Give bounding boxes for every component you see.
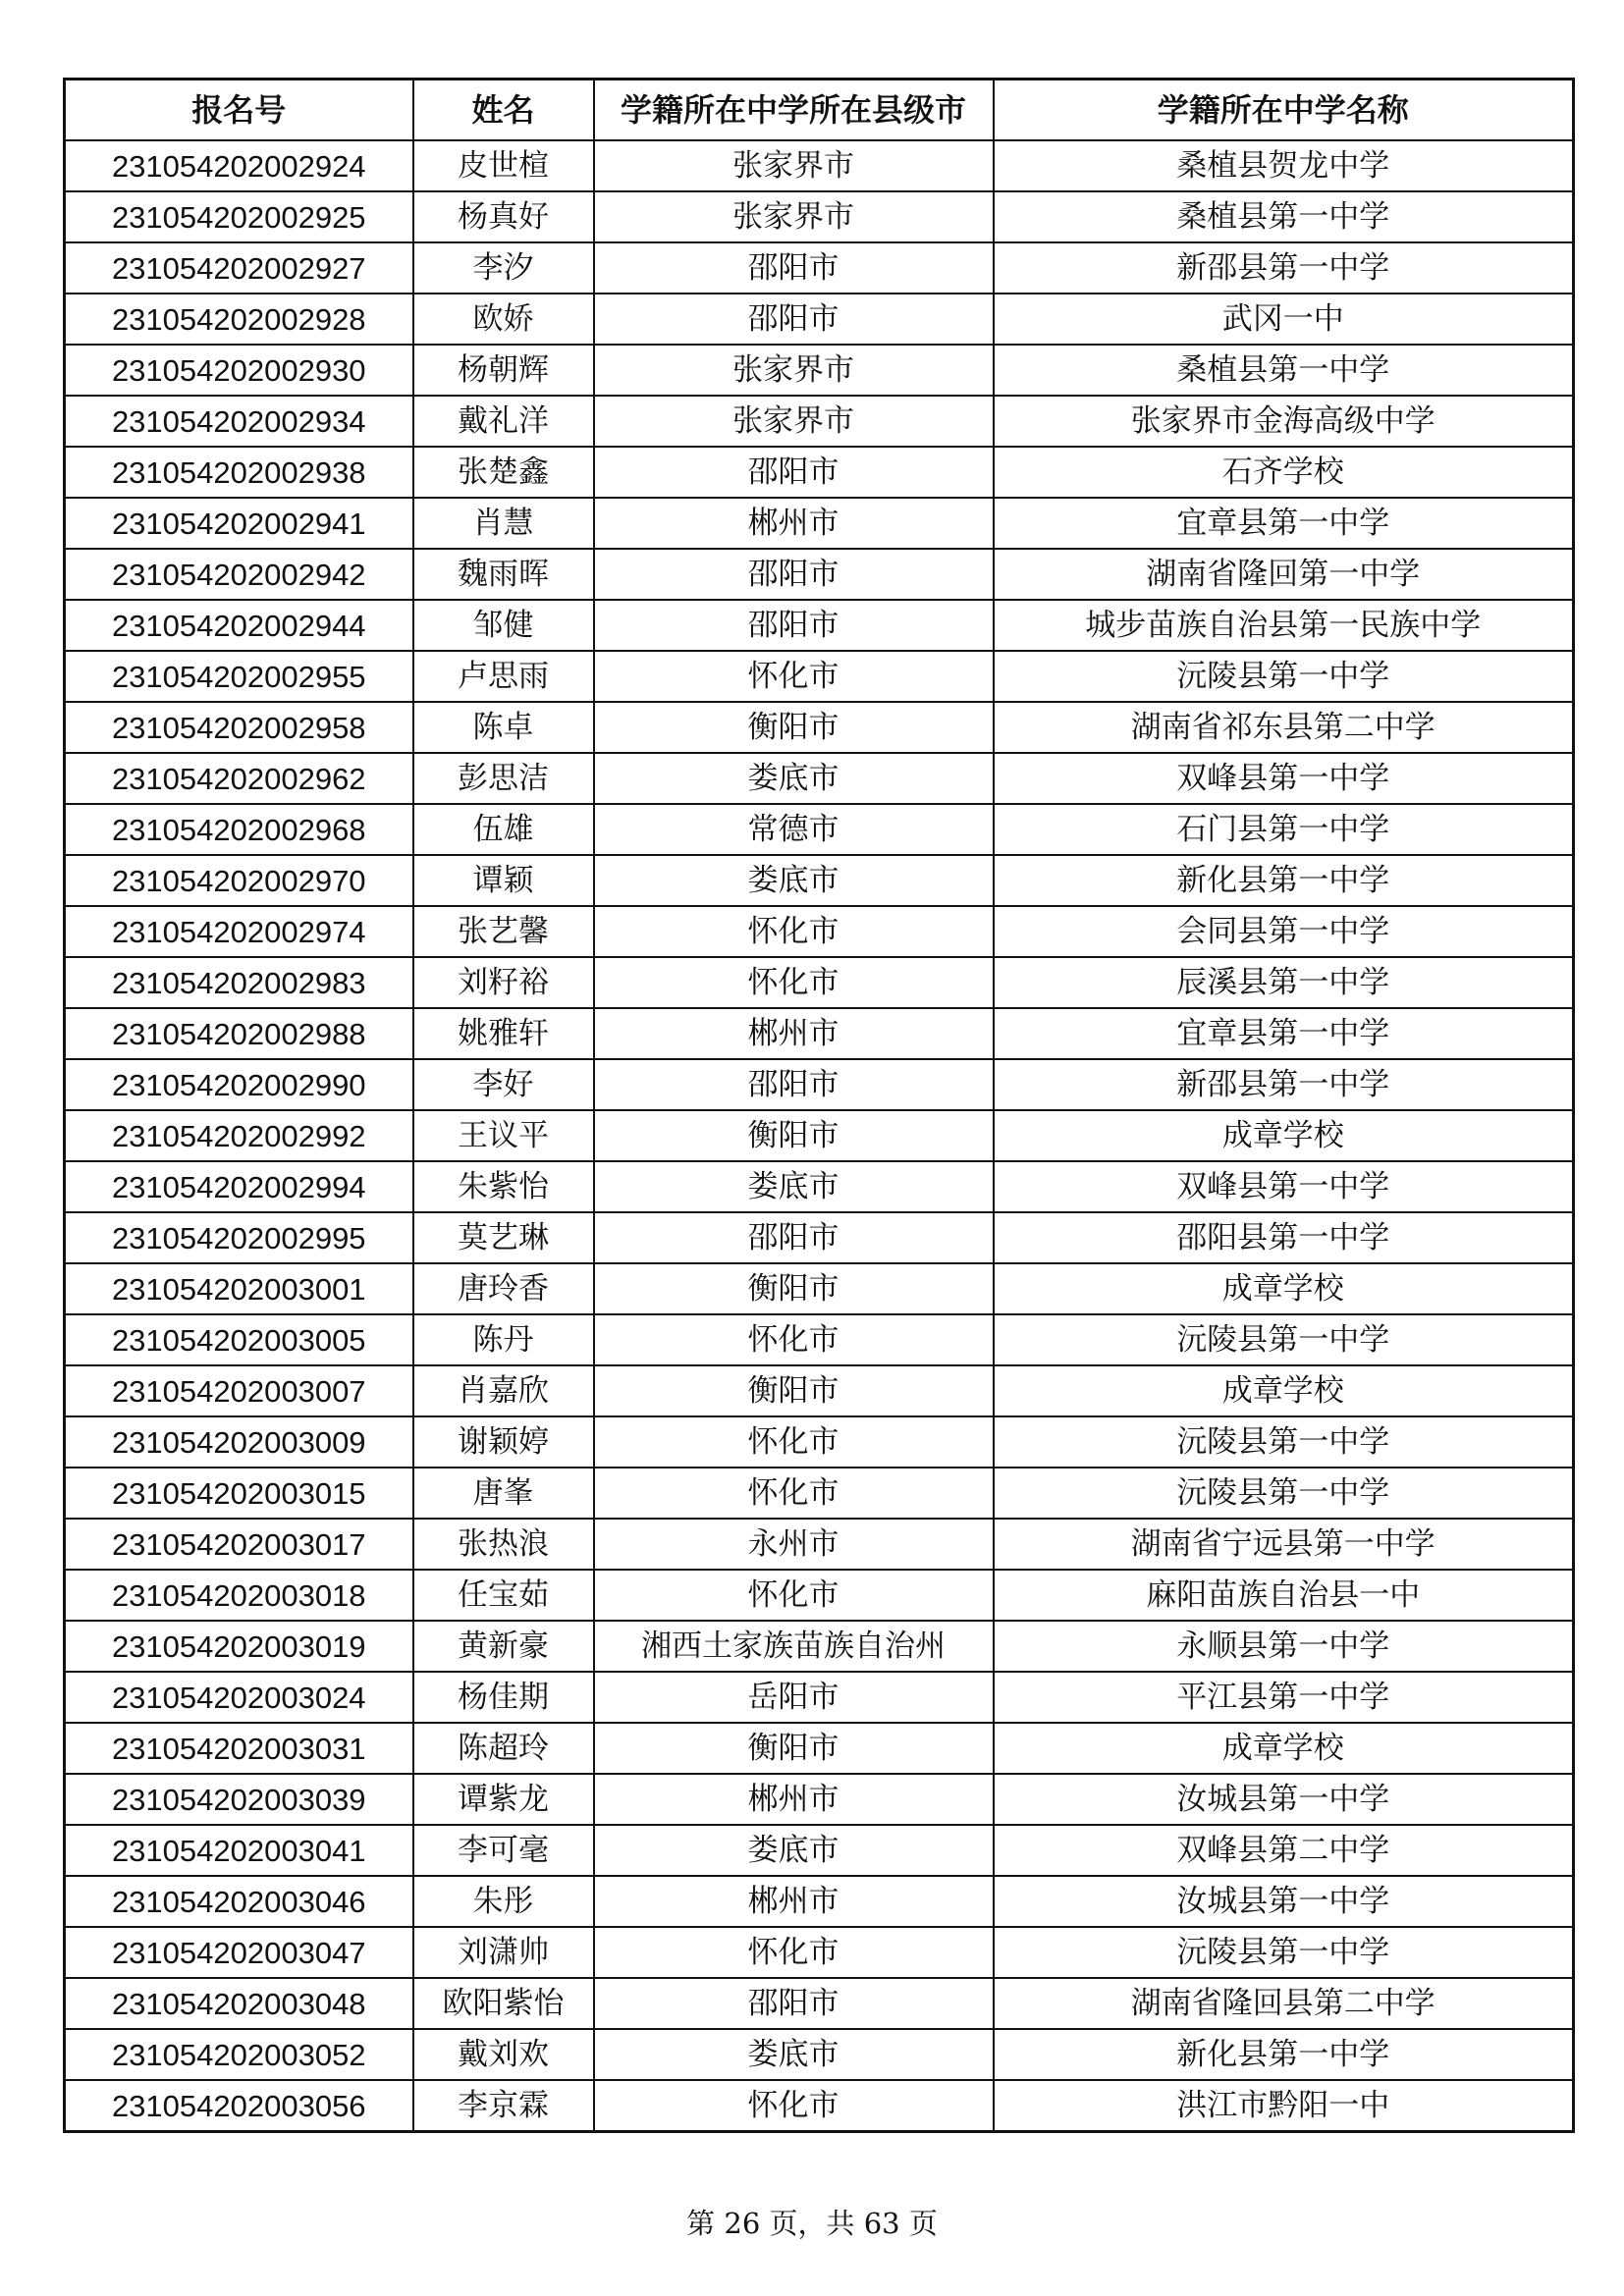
table-row bbox=[65, 906, 1574, 957]
student-name-cell: 朱紫怡 bbox=[413, 1161, 594, 1212]
registration-number-cell: 231054202002944 bbox=[65, 600, 413, 651]
student-name-cell: 肖慧 bbox=[413, 498, 594, 549]
school-name-cell: 汝城县第一中学 bbox=[994, 1774, 1574, 1825]
registration-number-cell: 231054202003007 bbox=[65, 1365, 413, 1416]
student-name-cell: 肖嘉欣 bbox=[413, 1365, 594, 1416]
school-name-cell: 石齐学校 bbox=[994, 447, 1574, 498]
school-city-cell: 邵阳市 bbox=[594, 549, 994, 600]
school-name-cell: 新化县第一中学 bbox=[994, 2029, 1574, 2080]
student-name-cell: 彭思洁 bbox=[413, 753, 594, 804]
school-name-cell: 沅陵县第一中学 bbox=[994, 651, 1574, 702]
school-name-cell: 湖南省隆回第一中学 bbox=[994, 549, 1574, 600]
student-name-cell: 欧阳紫怡 bbox=[413, 1978, 594, 2029]
registration-number-cell: 231054202003048 bbox=[65, 1978, 413, 2029]
registration-number-cell: 231054202003001 bbox=[65, 1263, 413, 1314]
student-name-cell: 李汐 bbox=[413, 242, 594, 294]
table-row bbox=[65, 1978, 1574, 2029]
school-city-cell: 衡阳市 bbox=[594, 1723, 994, 1774]
school-city-cell: 娄底市 bbox=[594, 2029, 994, 2080]
table-row bbox=[65, 1825, 1574, 1876]
table-row bbox=[65, 1110, 1574, 1161]
student-name-cell: 李好 bbox=[413, 1059, 594, 1110]
school-city-cell: 张家界市 bbox=[594, 396, 994, 447]
student-name-cell: 谭颖 bbox=[413, 855, 594, 906]
school-name-cell: 双峰县第一中学 bbox=[994, 1161, 1574, 1212]
student-name-cell: 李可毫 bbox=[413, 1825, 594, 1876]
table-row bbox=[65, 753, 1574, 804]
school-city-cell: 衡阳市 bbox=[594, 702, 994, 753]
student-name-cell: 杨真好 bbox=[413, 191, 594, 242]
school-name-cell: 双峰县第二中学 bbox=[994, 1825, 1574, 1876]
student-name-cell: 黄新豪 bbox=[413, 1621, 594, 1672]
school-name-cell: 新化县第一中学 bbox=[994, 855, 1574, 906]
table-row bbox=[65, 1723, 1574, 1774]
registration-number-cell: 231054202003018 bbox=[65, 1570, 413, 1621]
table-row bbox=[65, 1774, 1574, 1825]
school-name-cell: 永顺县第一中学 bbox=[994, 1621, 1574, 1672]
school-city-cell: 娄底市 bbox=[594, 855, 994, 906]
table-row bbox=[65, 140, 1574, 191]
registration-number-cell: 231054202002942 bbox=[65, 549, 413, 600]
registration-number-cell: 231054202003052 bbox=[65, 2029, 413, 2080]
table-row bbox=[65, 1876, 1574, 1927]
table-row bbox=[65, 2029, 1574, 2080]
table-row bbox=[65, 1519, 1574, 1570]
school-city-cell: 邵阳市 bbox=[594, 1059, 994, 1110]
school-city-cell: 衡阳市 bbox=[594, 1263, 994, 1314]
student-name-cell: 王议平 bbox=[413, 1110, 594, 1161]
registration-number-cell: 231054202002925 bbox=[65, 191, 413, 242]
school-city-cell: 衡阳市 bbox=[594, 1365, 994, 1416]
school-city-cell: 湘西土家族苗族自治州 bbox=[594, 1621, 994, 1672]
registration-number-cell: 231054202002934 bbox=[65, 396, 413, 447]
student-name-cell: 杨朝辉 bbox=[413, 345, 594, 396]
student-name-cell: 邹健 bbox=[413, 600, 594, 651]
student-name-cell: 张楚鑫 bbox=[413, 447, 594, 498]
school-name-cell: 沅陵县第一中学 bbox=[994, 1468, 1574, 1519]
registration-number-cell: 231054202003017 bbox=[65, 1519, 413, 1570]
school-name-cell: 邵阳县第一中学 bbox=[994, 1212, 1574, 1263]
school-city-cell: 郴州市 bbox=[594, 1008, 994, 1059]
school-city-cell: 怀化市 bbox=[594, 1468, 994, 1519]
student-name-cell: 朱彤 bbox=[413, 1876, 594, 1927]
school-city-cell: 娄底市 bbox=[594, 1161, 994, 1212]
student-name-cell: 陈丹 bbox=[413, 1314, 594, 1365]
registration-number-cell: 231054202002955 bbox=[65, 651, 413, 702]
school-name-cell: 湖南省隆回县第二中学 bbox=[994, 1978, 1574, 2029]
school-name-cell: 沅陵县第一中学 bbox=[994, 1927, 1574, 1978]
registration-number-cell: 231054202003031 bbox=[65, 1723, 413, 1774]
registration-number-cell: 231054202002962 bbox=[65, 753, 413, 804]
table-header bbox=[65, 80, 1574, 141]
table-row bbox=[65, 1263, 1574, 1314]
school-city-cell: 郴州市 bbox=[594, 1876, 994, 1927]
school-name-cell: 武冈一中 bbox=[994, 294, 1574, 345]
student-name-cell: 欧娇 bbox=[413, 294, 594, 345]
school-name-cell: 平江县第一中学 bbox=[994, 1672, 1574, 1723]
school-name-cell: 新邵县第一中学 bbox=[994, 242, 1574, 294]
school-name-cell: 双峰县第一中学 bbox=[994, 753, 1574, 804]
registration-number-cell: 231054202002995 bbox=[65, 1212, 413, 1263]
table-row bbox=[65, 1468, 1574, 1519]
school-city-cell: 娄底市 bbox=[594, 753, 994, 804]
school-city-cell: 张家界市 bbox=[594, 191, 994, 242]
header-school-name: 学籍所在中学名称 bbox=[994, 80, 1574, 141]
school-city-cell: 衡阳市 bbox=[594, 1110, 994, 1161]
school-city-cell: 张家界市 bbox=[594, 345, 994, 396]
table-body bbox=[65, 140, 1574, 2132]
header-registration-number: 报名号 bbox=[65, 80, 413, 141]
registration-number-cell: 231054202002927 bbox=[65, 242, 413, 294]
registration-number-cell: 231054202002938 bbox=[65, 447, 413, 498]
school-city-cell: 怀化市 bbox=[594, 1570, 994, 1621]
table-row bbox=[65, 498, 1574, 549]
school-city-cell: 邵阳市 bbox=[594, 294, 994, 345]
registration-number-cell: 231054202003015 bbox=[65, 1468, 413, 1519]
school-city-cell: 怀化市 bbox=[594, 906, 994, 957]
student-name-cell: 戴礼洋 bbox=[413, 396, 594, 447]
school-name-cell: 会同县第一中学 bbox=[994, 906, 1574, 957]
student-name-cell: 谭紫龙 bbox=[413, 1774, 594, 1825]
registration-number-cell: 231054202002994 bbox=[65, 1161, 413, 1212]
table-row bbox=[65, 1672, 1574, 1723]
table-row bbox=[65, 651, 1574, 702]
registration-number-cell: 231054202003056 bbox=[65, 2080, 413, 2132]
school-name-cell: 汝城县第一中学 bbox=[994, 1876, 1574, 1927]
student-name-cell: 皮世楦 bbox=[413, 140, 594, 191]
school-name-cell: 成章学校 bbox=[994, 1723, 1574, 1774]
registration-number-cell: 231054202002968 bbox=[65, 804, 413, 855]
registration-number-cell: 231054202002970 bbox=[65, 855, 413, 906]
table-row bbox=[65, 396, 1574, 447]
header-row bbox=[65, 80, 1574, 141]
school-name-cell: 成章学校 bbox=[994, 1263, 1574, 1314]
school-city-cell: 永州市 bbox=[594, 1519, 994, 1570]
student-name-cell: 姚雅轩 bbox=[413, 1008, 594, 1059]
student-name-cell: 莫艺琳 bbox=[413, 1212, 594, 1263]
registration-number-cell: 231054202003039 bbox=[65, 1774, 413, 1825]
school-name-cell: 湖南省祁东县第二中学 bbox=[994, 702, 1574, 753]
table-row bbox=[65, 1212, 1574, 1263]
registration-number-cell: 231054202002990 bbox=[65, 1059, 413, 1110]
school-name-cell: 湖南省宁远县第一中学 bbox=[994, 1519, 1574, 1570]
registration-number-cell: 231054202002988 bbox=[65, 1008, 413, 1059]
table-row bbox=[65, 957, 1574, 1008]
registration-number-cell: 231054202003024 bbox=[65, 1672, 413, 1723]
student-name-cell: 李京霖 bbox=[413, 2080, 594, 2132]
school-name-cell: 成章学校 bbox=[994, 1110, 1574, 1161]
table-row bbox=[65, 855, 1574, 906]
school-name-cell: 石门县第一中学 bbox=[994, 804, 1574, 855]
student-name-cell: 陈超玲 bbox=[413, 1723, 594, 1774]
student-name-cell: 刘籽裕 bbox=[413, 957, 594, 1008]
school-name-cell: 宜章县第一中学 bbox=[994, 1008, 1574, 1059]
school-name-cell: 宜章县第一中学 bbox=[994, 498, 1574, 549]
student-name-cell: 唐玲香 bbox=[413, 1263, 594, 1314]
registration-number-cell: 231054202003019 bbox=[65, 1621, 413, 1672]
registration-number-cell: 231054202002930 bbox=[65, 345, 413, 396]
school-city-cell: 郴州市 bbox=[594, 1774, 994, 1825]
school-city-cell: 邵阳市 bbox=[594, 447, 994, 498]
registration-number-cell: 231054202003005 bbox=[65, 1314, 413, 1365]
student-name-cell: 任宝茹 bbox=[413, 1570, 594, 1621]
header-school-city: 学籍所在中学所在县级市 bbox=[594, 80, 994, 141]
school-name-cell: 沅陵县第一中学 bbox=[994, 1416, 1574, 1468]
table-row bbox=[65, 1927, 1574, 1978]
school-name-cell: 麻阳苗族自治县一中 bbox=[994, 1570, 1574, 1621]
table-row bbox=[65, 1314, 1574, 1365]
school-city-cell: 怀化市 bbox=[594, 1314, 994, 1365]
table-row bbox=[65, 702, 1574, 753]
school-city-cell: 邵阳市 bbox=[594, 600, 994, 651]
table-row bbox=[65, 1621, 1574, 1672]
school-name-cell: 桑植县第一中学 bbox=[994, 345, 1574, 396]
registration-number-cell: 231054202003046 bbox=[65, 1876, 413, 1927]
student-name-cell: 伍雄 bbox=[413, 804, 594, 855]
page-number-footer: 第 26 页，共 63 页 bbox=[686, 2207, 938, 2240]
registration-number-cell: 231054202002924 bbox=[65, 140, 413, 191]
school-city-cell: 娄底市 bbox=[594, 1825, 994, 1876]
school-name-cell: 辰溪县第一中学 bbox=[994, 957, 1574, 1008]
header-name: 姓名 bbox=[413, 80, 594, 141]
student-name-cell: 陈卓 bbox=[413, 702, 594, 753]
table-row bbox=[65, 2080, 1574, 2132]
school-city-cell: 张家界市 bbox=[594, 140, 994, 191]
table-row bbox=[65, 191, 1574, 242]
student-name-cell: 谢颖婷 bbox=[413, 1416, 594, 1468]
registration-number-cell: 231054202002983 bbox=[65, 957, 413, 1008]
table-row bbox=[65, 549, 1574, 600]
school-name-cell: 新邵县第一中学 bbox=[994, 1059, 1574, 1110]
table-row bbox=[65, 1059, 1574, 1110]
school-city-cell: 常德市 bbox=[594, 804, 994, 855]
registration-number-cell: 231054202002958 bbox=[65, 702, 413, 753]
school-name-cell: 洪江市黔阳一中 bbox=[994, 2080, 1574, 2132]
student-name-cell: 戴刘欢 bbox=[413, 2029, 594, 2080]
student-name-cell: 魏雨晖 bbox=[413, 549, 594, 600]
registration-number-cell: 231054202002941 bbox=[65, 498, 413, 549]
school-name-cell: 张家界市金海高级中学 bbox=[994, 396, 1574, 447]
student-name-cell: 卢思雨 bbox=[413, 651, 594, 702]
school-city-cell: 怀化市 bbox=[594, 1927, 994, 1978]
table-row bbox=[65, 1008, 1574, 1059]
table-row bbox=[65, 1570, 1574, 1621]
registration-number-cell: 231054202002928 bbox=[65, 294, 413, 345]
school-city-cell: 怀化市 bbox=[594, 651, 994, 702]
school-city-cell: 邵阳市 bbox=[594, 242, 994, 294]
school-city-cell: 怀化市 bbox=[594, 957, 994, 1008]
school-name-cell: 桑植县第一中学 bbox=[994, 191, 1574, 242]
school-name-cell: 沅陵县第一中学 bbox=[994, 1314, 1574, 1365]
table-row bbox=[65, 345, 1574, 396]
student-name-cell: 刘潇帅 bbox=[413, 1927, 594, 1978]
school-city-cell: 邵阳市 bbox=[594, 1212, 994, 1263]
table-row bbox=[65, 600, 1574, 651]
school-city-cell: 郴州市 bbox=[594, 498, 994, 549]
table-row bbox=[65, 447, 1574, 498]
registration-number-cell: 231054202003047 bbox=[65, 1927, 413, 1978]
school-name-cell: 桑植县贺龙中学 bbox=[994, 140, 1574, 191]
table-row bbox=[65, 804, 1574, 855]
admission-roster-table bbox=[63, 78, 1575, 2133]
registration-number-cell: 231054202002974 bbox=[65, 906, 413, 957]
registration-number-cell: 231054202002992 bbox=[65, 1110, 413, 1161]
school-name-cell: 城步苗族自治县第一民族中学 bbox=[994, 600, 1574, 651]
student-name-cell: 张艺馨 bbox=[413, 906, 594, 957]
table-row bbox=[65, 1365, 1574, 1416]
table-row bbox=[65, 1416, 1574, 1468]
school-city-cell: 邵阳市 bbox=[594, 1978, 994, 2029]
school-name-cell: 成章学校 bbox=[994, 1365, 1574, 1416]
student-name-cell: 唐峯 bbox=[413, 1468, 594, 1519]
table-row bbox=[65, 1161, 1574, 1212]
student-name-cell: 张热浪 bbox=[413, 1519, 594, 1570]
registration-number-cell: 231054202003041 bbox=[65, 1825, 413, 1876]
student-name-cell: 杨佳期 bbox=[413, 1672, 594, 1723]
school-city-cell: 怀化市 bbox=[594, 2080, 994, 2132]
table-row bbox=[65, 242, 1574, 294]
registration-number-cell: 231054202003009 bbox=[65, 1416, 413, 1468]
table-row bbox=[65, 294, 1574, 345]
school-city-cell: 怀化市 bbox=[594, 1416, 994, 1468]
school-city-cell: 岳阳市 bbox=[594, 1672, 994, 1723]
